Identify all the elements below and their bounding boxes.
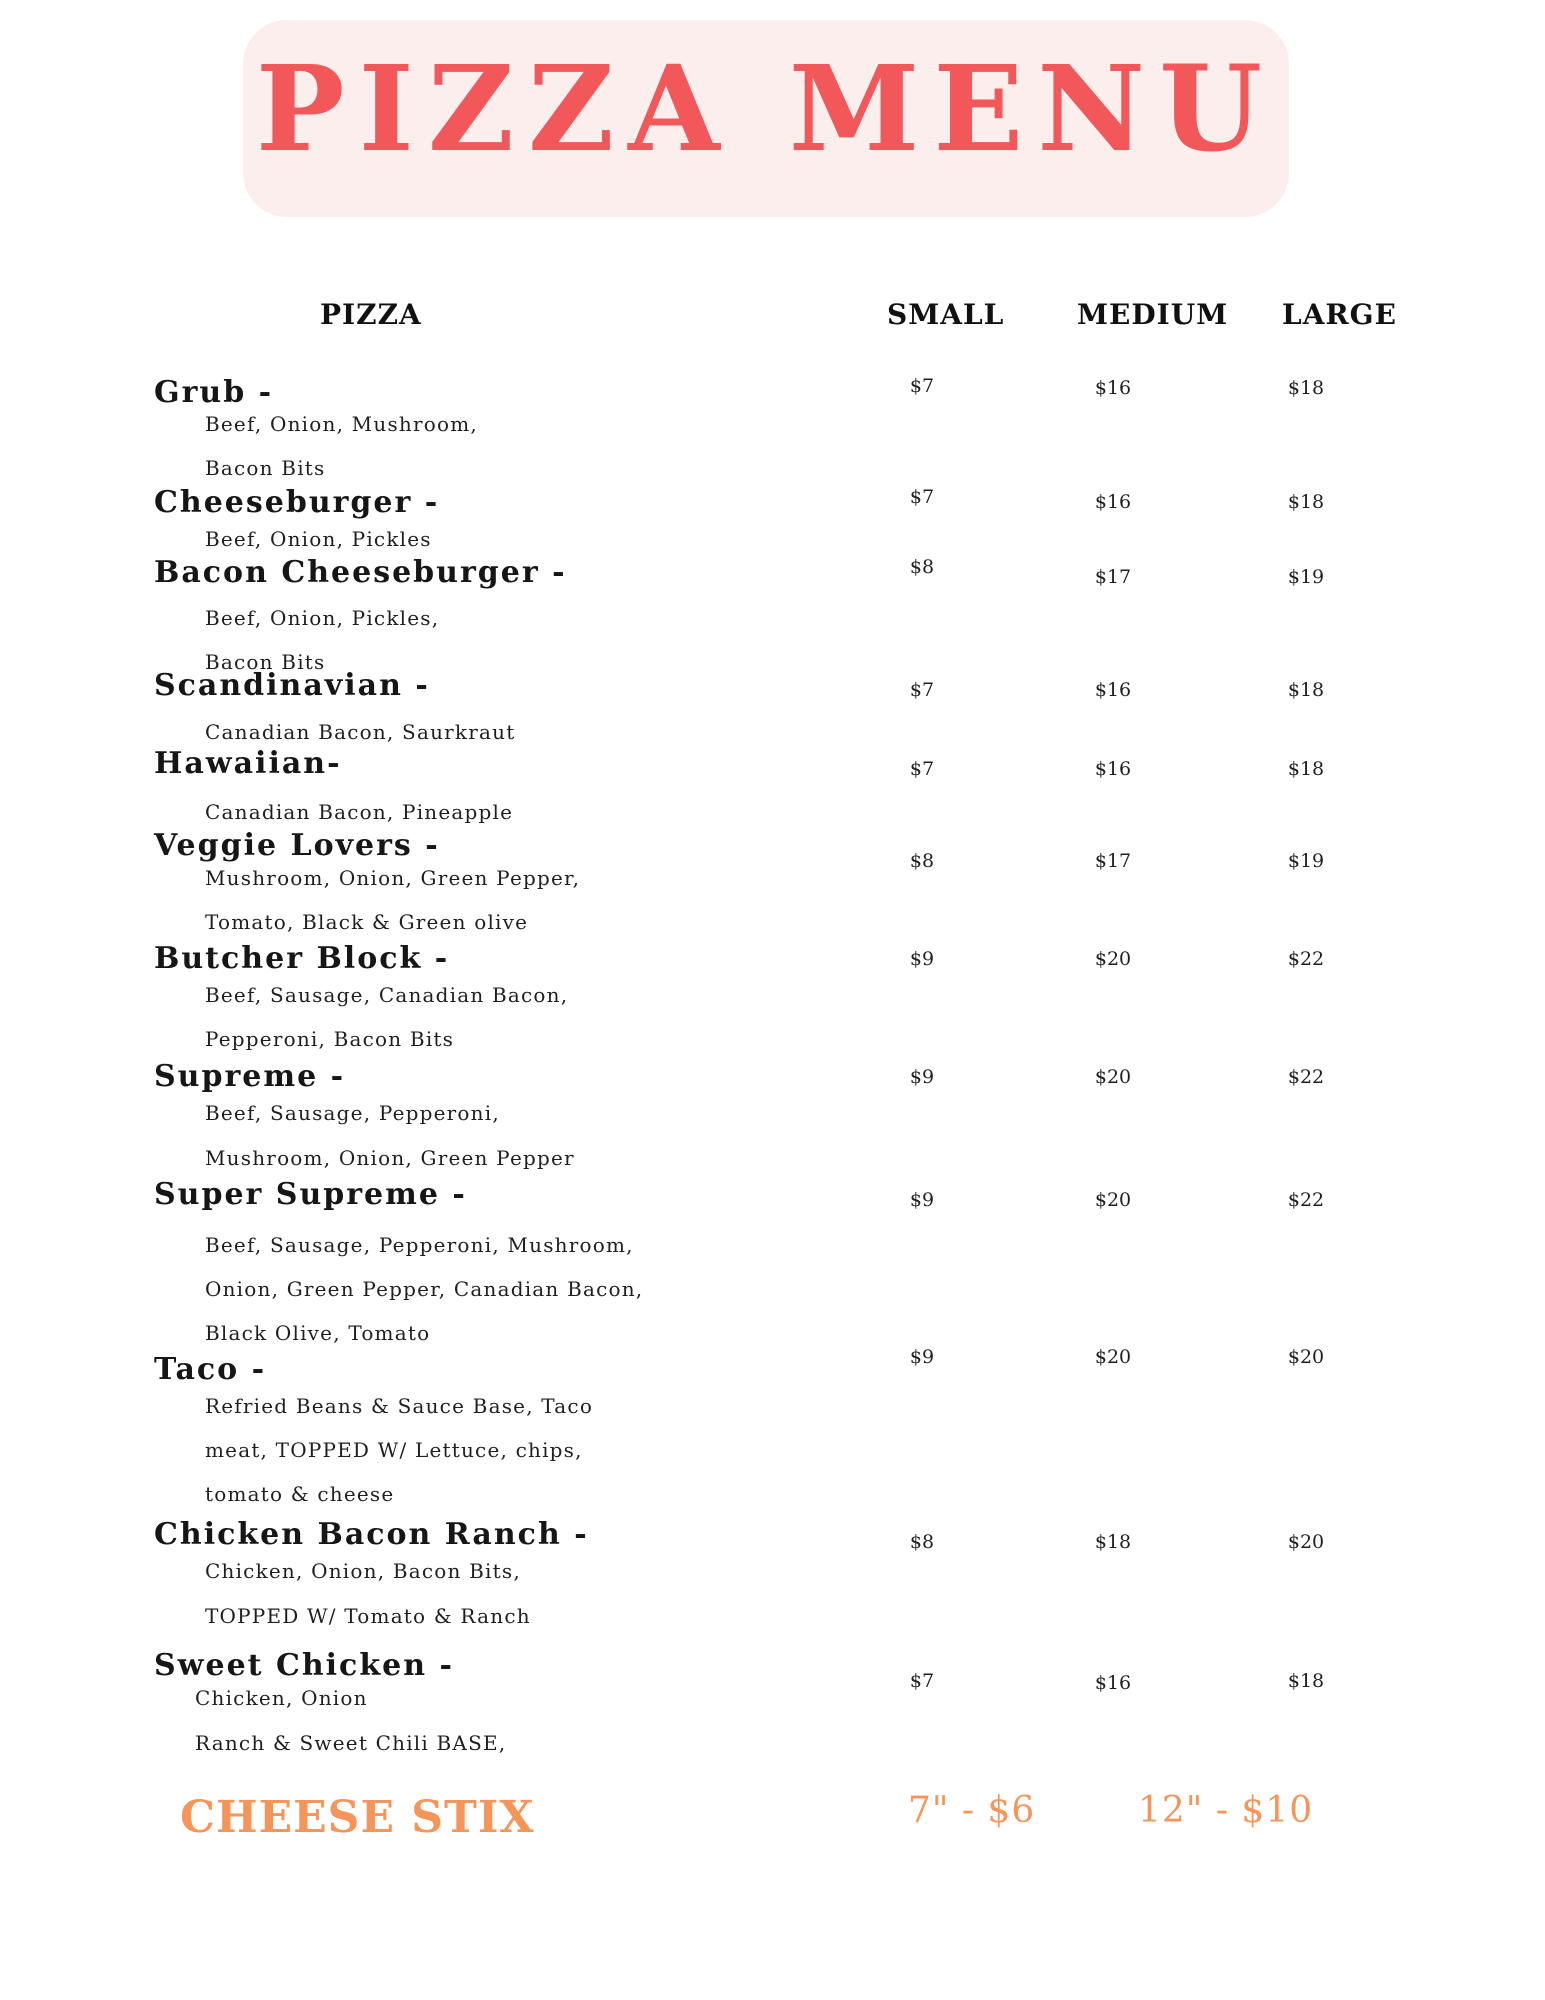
pizza-name: Sweet Chicken -: [154, 1648, 454, 1683]
price-medium: $20: [1094, 948, 1132, 970]
price-large: $22: [1287, 1066, 1325, 1088]
pizza-description: Beef, Onion, Mushroom,: [205, 412, 478, 436]
price-large: $18: [1287, 1670, 1325, 1692]
price-large: $18: [1287, 491, 1325, 513]
pizza-description: Beef, Sausage, Pepperoni,: [205, 1101, 500, 1125]
pizza-name: Scandinavian -: [154, 668, 430, 703]
price-medium: $16: [1094, 1672, 1132, 1694]
pizza-name: Hawaiian-: [154, 746, 342, 781]
price-large: $22: [1287, 948, 1325, 970]
pizza-name: Supreme -: [154, 1059, 346, 1094]
price-medium: $16: [1094, 491, 1132, 513]
price-large: $22: [1287, 1189, 1325, 1211]
pizza-description: Ranch & Sweet Chili BASE,: [195, 1731, 507, 1755]
price-large: $18: [1287, 679, 1325, 701]
price-small: $7: [909, 1670, 935, 1692]
price-large: $19: [1287, 850, 1325, 872]
pizza-description: Chicken, Onion, Bacon Bits,: [205, 1559, 521, 1583]
price-small: $9: [909, 1346, 935, 1368]
price-medium: $17: [1094, 566, 1132, 588]
pizza-description: Mushroom, Onion, Green Pepper,: [205, 866, 581, 890]
title-banner: [243, 20, 1289, 217]
header-large: LARGE: [1282, 298, 1397, 331]
pizza-name: Super Supreme -: [154, 1177, 467, 1212]
price-medium: $16: [1094, 758, 1132, 780]
pizza-description: Beef, Onion, Pickles,: [205, 606, 440, 630]
price-small: $8: [909, 850, 935, 872]
price-large: $18: [1287, 377, 1325, 399]
pizza-name: Bacon Cheeseburger -: [154, 555, 567, 590]
pizza-description: Black Olive, Tomato: [205, 1321, 431, 1345]
pizza-description: Bacon Bits: [205, 650, 326, 674]
price-large: $20: [1287, 1531, 1325, 1553]
pizza-description: Mushroom, Onion, Green Pepper: [205, 1146, 575, 1170]
pizza-description: TOPPED W/ Tomato & Ranch: [205, 1604, 531, 1628]
pizza-description: meat, TOPPED W/ Lettuce, chips,: [205, 1438, 583, 1462]
price-small: $9: [909, 948, 935, 970]
pizza-description: Chicken, Onion: [195, 1686, 368, 1710]
header-small: SMALL: [887, 298, 1005, 331]
pizza-description: Refried Beans & Sauce Base, Taco: [205, 1394, 594, 1418]
header-pizza: PIZZA: [320, 298, 422, 331]
price-large: $19: [1287, 566, 1325, 588]
pizza-description: Beef, Sausage, Canadian Bacon,: [205, 983, 569, 1007]
price-medium: $18: [1094, 1531, 1132, 1553]
pizza-name: Butcher Block -: [154, 941, 450, 976]
pizza-description: Beef, Sausage, Pepperoni, Mushroom,: [205, 1233, 634, 1257]
pizza-description: Canadian Bacon, Pineapple: [205, 800, 514, 824]
price-medium: $20: [1094, 1066, 1132, 1088]
price-small: $7: [909, 375, 935, 397]
price-small: $9: [909, 1066, 935, 1088]
pizza-name: Grub -: [154, 375, 274, 410]
price-medium: $17: [1094, 850, 1132, 872]
price-large: $20: [1287, 1346, 1325, 1368]
price-large: $18: [1287, 758, 1325, 780]
pizza-description: Canadian Bacon, Saurkraut: [205, 720, 516, 744]
price-medium: $20: [1094, 1346, 1132, 1368]
pizza-name: Taco -: [154, 1352, 267, 1387]
pizza-description: tomato & cheese: [205, 1482, 395, 1506]
price-small: $7: [909, 679, 935, 701]
pizza-description: Bacon Bits: [205, 456, 326, 480]
pizza-name: Veggie Lovers -: [154, 828, 440, 863]
price-small: $7: [909, 486, 935, 508]
price-medium: $16: [1094, 679, 1132, 701]
header-medium: MEDIUM: [1077, 298, 1229, 331]
price-medium: $16: [1094, 377, 1132, 399]
pizza-description: Beef, Onion, Pickles: [205, 527, 432, 551]
price-small: $8: [909, 556, 935, 578]
cheese-stix-small-price: 7" - $6: [908, 1790, 1036, 1831]
price-small: $7: [909, 758, 935, 780]
page-title: PIZZA MENU: [255, 39, 1277, 178]
price-small: $8: [909, 1531, 935, 1553]
pizza-name: Cheeseburger -: [154, 485, 440, 520]
pizza-name: Chicken Bacon Ranch -: [154, 1517, 589, 1552]
pizza-description: Tomato, Black & Green olive: [205, 910, 529, 934]
price-small: $9: [909, 1189, 935, 1211]
pizza-description: Pepperoni, Bacon Bits: [205, 1027, 455, 1051]
price-medium: $20: [1094, 1189, 1132, 1211]
cheese-stix-large-price: 12" - $10: [1138, 1790, 1314, 1831]
pizza-description: Onion, Green Pepper, Canadian Bacon,: [205, 1277, 644, 1301]
cheese-stix-label: CHEESE STIX: [180, 1792, 535, 1843]
